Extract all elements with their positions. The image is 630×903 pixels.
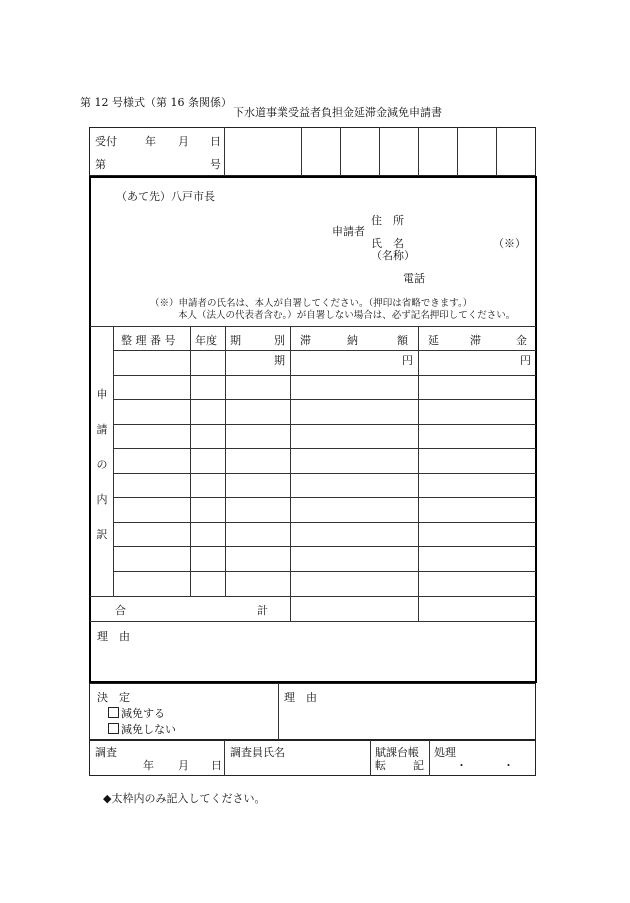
form-title: 下水道事業受益者負担金延滞金減免申請書: [233, 106, 442, 119]
checkbox-icon: [108, 707, 119, 718]
form-number: 第 12 号様式（第 16 条関係）: [80, 96, 232, 109]
header-tainou-c: 額: [397, 334, 408, 347]
side-label-char: 請: [96, 423, 108, 436]
header-seiri: 整 理 番 号: [121, 334, 176, 347]
unit-ki: 期: [274, 354, 285, 367]
reception-go: 号: [210, 158, 221, 171]
total-label-b: 計: [257, 604, 268, 617]
tenki-label-b: 記: [413, 759, 424, 772]
shori-label: 処理: [434, 746, 456, 759]
fuka-daicho-label: 賦課台帳: [375, 746, 419, 759]
phone-label: 電話: [403, 272, 425, 285]
shori-dot: ・: [456, 759, 467, 772]
total-label-a: 合: [115, 604, 126, 617]
reception-dai: 第: [95, 158, 106, 171]
reception-day: 日: [210, 135, 221, 148]
applicant-label: 申請者: [332, 225, 365, 238]
survey-day: 日: [211, 759, 222, 772]
option-genmen-suru[interactable]: [108, 705, 165, 721]
survey-box: [89, 740, 536, 776]
reason-label: 理 由: [97, 630, 130, 643]
checkbox-icon: [108, 723, 119, 734]
option-label: 減免する: [121, 707, 165, 720]
survey-year: 年: [143, 759, 154, 772]
option-label: 減免しない: [121, 723, 176, 736]
survey-label: 調査: [95, 746, 117, 759]
shori-dot: ・: [503, 759, 514, 772]
option-genmen-shinai[interactable]: [108, 721, 176, 737]
side-label-char: 内: [96, 493, 108, 506]
note-line1: （※）申請者の氏名は、本人が自署してください。（押印は省略できます。）: [150, 298, 473, 309]
header-tainou-a: 滞: [300, 334, 311, 347]
reception-year: 年: [145, 135, 156, 148]
header-tainou-b: 納: [347, 334, 358, 347]
addressee: （あて先）八戸市長: [116, 190, 215, 203]
header-entai-a: 延: [428, 334, 439, 347]
name-note-mark: （※）: [493, 237, 526, 250]
unit-yen: 円: [520, 354, 531, 367]
footer-note: ◆太枠内のみ記入してください。: [103, 792, 266, 805]
survey-month: 月: [178, 759, 189, 772]
header-entai-c: 金: [516, 334, 527, 347]
header-kibetsu-b: 別: [274, 334, 285, 347]
header-nendo: 年度: [195, 334, 217, 347]
reception-label: 受付: [95, 135, 117, 148]
name-kana: （名称）: [371, 249, 415, 262]
address-label: 住 所: [371, 214, 404, 227]
side-label-char: 訳: [96, 528, 108, 541]
reception-box: [89, 127, 536, 176]
side-label-char: の: [96, 458, 108, 471]
header-entai-b: 滞: [470, 334, 481, 347]
main-frame: [89, 176, 537, 683]
side-label-char: 申: [96, 388, 108, 401]
decision-reason-label: 理 由: [284, 691, 317, 704]
header-kibetsu-a: 期: [230, 334, 241, 347]
tenki-label-a: 転: [375, 759, 386, 772]
survey-staff-label: 調査員氏名: [230, 746, 285, 759]
reception-month: 月: [178, 135, 189, 148]
decision-label: 決 定: [97, 691, 130, 704]
unit-yen: 円: [402, 354, 413, 367]
note-line2: 本人（法人の代表者含む。）が自署しない場合は、必ず記名押印してください。: [178, 310, 516, 321]
name-label: 氏 名: [371, 237, 404, 250]
